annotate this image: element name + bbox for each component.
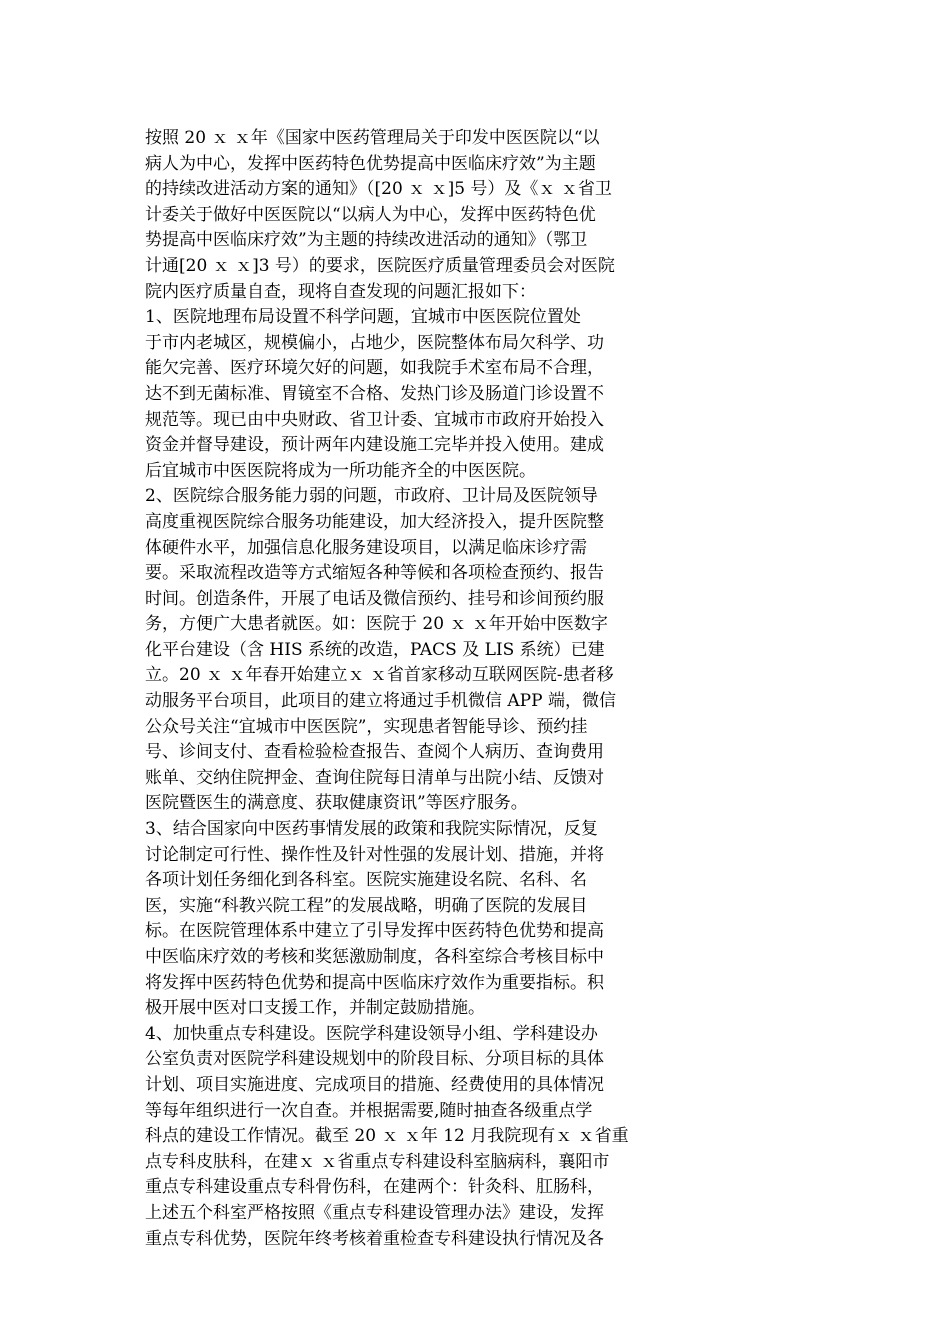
text-line: 的持续改进活动方案的通知》（[20 ｘ ｘ]5 号）及《ｘ ｘ省卫	[145, 179, 612, 200]
text-line: 计划、项目实施进度、完成项目的措施、经费使用的具体情况	[145, 1074, 604, 1095]
text-line: 达不到无菌标准、胃镜室不合格、发热门诊及肠道门诊设置不	[145, 383, 604, 404]
text-line: 等每年组织进行一次自查。并根据需要,随时抽查各级重点学	[145, 1100, 593, 1121]
text-line: 体硬件水平，加强信息化服务建设项目，以满足临床诊疗需	[145, 537, 587, 558]
text-line: 时间。创造条件，开展了电话及微信预约、挂号和诊间预约服	[145, 588, 604, 609]
text-line: 规范等。现已由中央财政、省卫计委、宜城市市政府开始投入	[145, 409, 604, 430]
text-line: 能欠完善、医疗环境欠好的问题，如我院手术室布局不合理，	[145, 358, 604, 379]
text-line: 计通[20 ｘ ｘ]3 号）的要求，医院医疗质量管理委员会对医院	[145, 255, 615, 276]
text-line: 按照 20 ｘ ｘ年《国家中医药管理局关于印发中医医院以“以	[145, 128, 600, 148]
text-line: 动服务平台项目，此项目的建立将通过手机微信 APP 端，微信	[145, 691, 616, 712]
text-line: 计委关于做好中医医院以“以病人为中心，发挥中医药特色优	[145, 204, 596, 225]
text-line: 账单、交纳住院押金、查询住院每日清单与出院小结、反馈对	[145, 767, 604, 788]
text-line: 号、诊间支付、查看检验检查报告、查阅个人病历、查询费用	[145, 742, 604, 763]
text-line: 公众号关注“宜城市中医医院”，实现患者智能导诊、预约挂	[145, 716, 588, 737]
text-line: 医，实施“科教兴院工程”的发展战略，明确了医院的发展目	[145, 895, 588, 916]
text-line: 医院暨医生的满意度、获取健康资讯”等医疗服务。	[145, 793, 528, 814]
document-body	[145, 126, 665, 1252]
text-line: 势提高中医临床疗效”为主题的持续改进活动的通知》（鄂卫	[145, 230, 588, 251]
text-line: 后宜城市中医医院将成为一所功能齐全的中医医院。	[145, 460, 536, 481]
text-line: 重点专科优势，医院年终考核着重检查专科建设执行情况及各	[145, 1228, 604, 1249]
text-line: 化平台建设（含 HIS 系统的改造，PACS 及 LIS 系统）已建	[145, 639, 605, 660]
text-line: 点专科皮肤科，在建ｘ ｘ省重点专科建设科室脑病科，襄阳市	[145, 1151, 610, 1172]
text-line: 4、加快重点专科建设。医院学科建设领导小组、学科建设办	[145, 1023, 598, 1044]
text-line: 3、结合国家向中医药事情发展的政策和我院实际情况，反复	[145, 819, 598, 840]
text-line: 科点的建设工作情况。截至 20 ｘ ｘ年 12 月我院现有ｘ ｘ省重	[145, 1126, 629, 1147]
text-line: 公室负责对医院学科建设规划中的阶段目标、分项目标的具体	[145, 1049, 604, 1070]
text-line: 病人为中心，发挥中医药特色优势提高中医临床疗效”为主题	[145, 153, 596, 174]
text-line: 极开展中医对口支援工作，并制定鼓励措施。	[145, 998, 485, 1019]
text-line: 高度重视医院综合服务功能建设，加大经济投入，提升医院整	[145, 511, 604, 532]
text-line: 立。20 ｘ ｘ年春开始建立ｘ ｘ省首家移动互联网医院-患者移	[145, 665, 614, 686]
text-line: 要。采取流程改造等方式缩短各种等候和各项检查预约、报告	[145, 563, 604, 584]
text-line: 2、医院综合服务能力弱的问题，市政府、卫计局及医院领导	[145, 486, 598, 507]
text-line: 中医临床疗效的考核和奖惩激励制度，各科室综合考核目标中	[145, 947, 604, 967]
text-line: 院内医疗质量自查，现将自查发现的问题汇报如下：	[145, 281, 536, 302]
text-line: 上述五个科室严格按照《重点专科建设管理办法》建设，发挥	[145, 1202, 604, 1223]
text-line: 务，方便广大患者就医。如：医院于 20 ｘ ｘ年开始中医数字	[145, 614, 608, 635]
text-line: 讨论制定可行性、操作性及针对性强的发展计划、措施，并将	[145, 844, 604, 865]
text-line: 1、医院地理布局设置不科学问题，宜城市中医医院位置处	[145, 307, 581, 328]
text-line: 重点专科建设重点专科骨伤科，在建两个：针灸科、肛肠科，	[145, 1177, 604, 1198]
text-line: 各项计划任务细化到各科室。医院实施建设名院、名科、名	[145, 870, 587, 891]
text-line: 将发挥中医药特色优势和提高中医临床疗效作为重要指标。积	[145, 972, 604, 993]
text-line: 资金并督导建设，预计两年内建设施工完毕并投入使用。建成	[145, 435, 604, 456]
text-line: 标。在医院管理体系中建立了引导发挥中医药特色优势和提高	[145, 921, 604, 942]
text-line: 于市内老城区，规模偏小，占地少，医院整体布局欠科学、功	[145, 332, 604, 353]
